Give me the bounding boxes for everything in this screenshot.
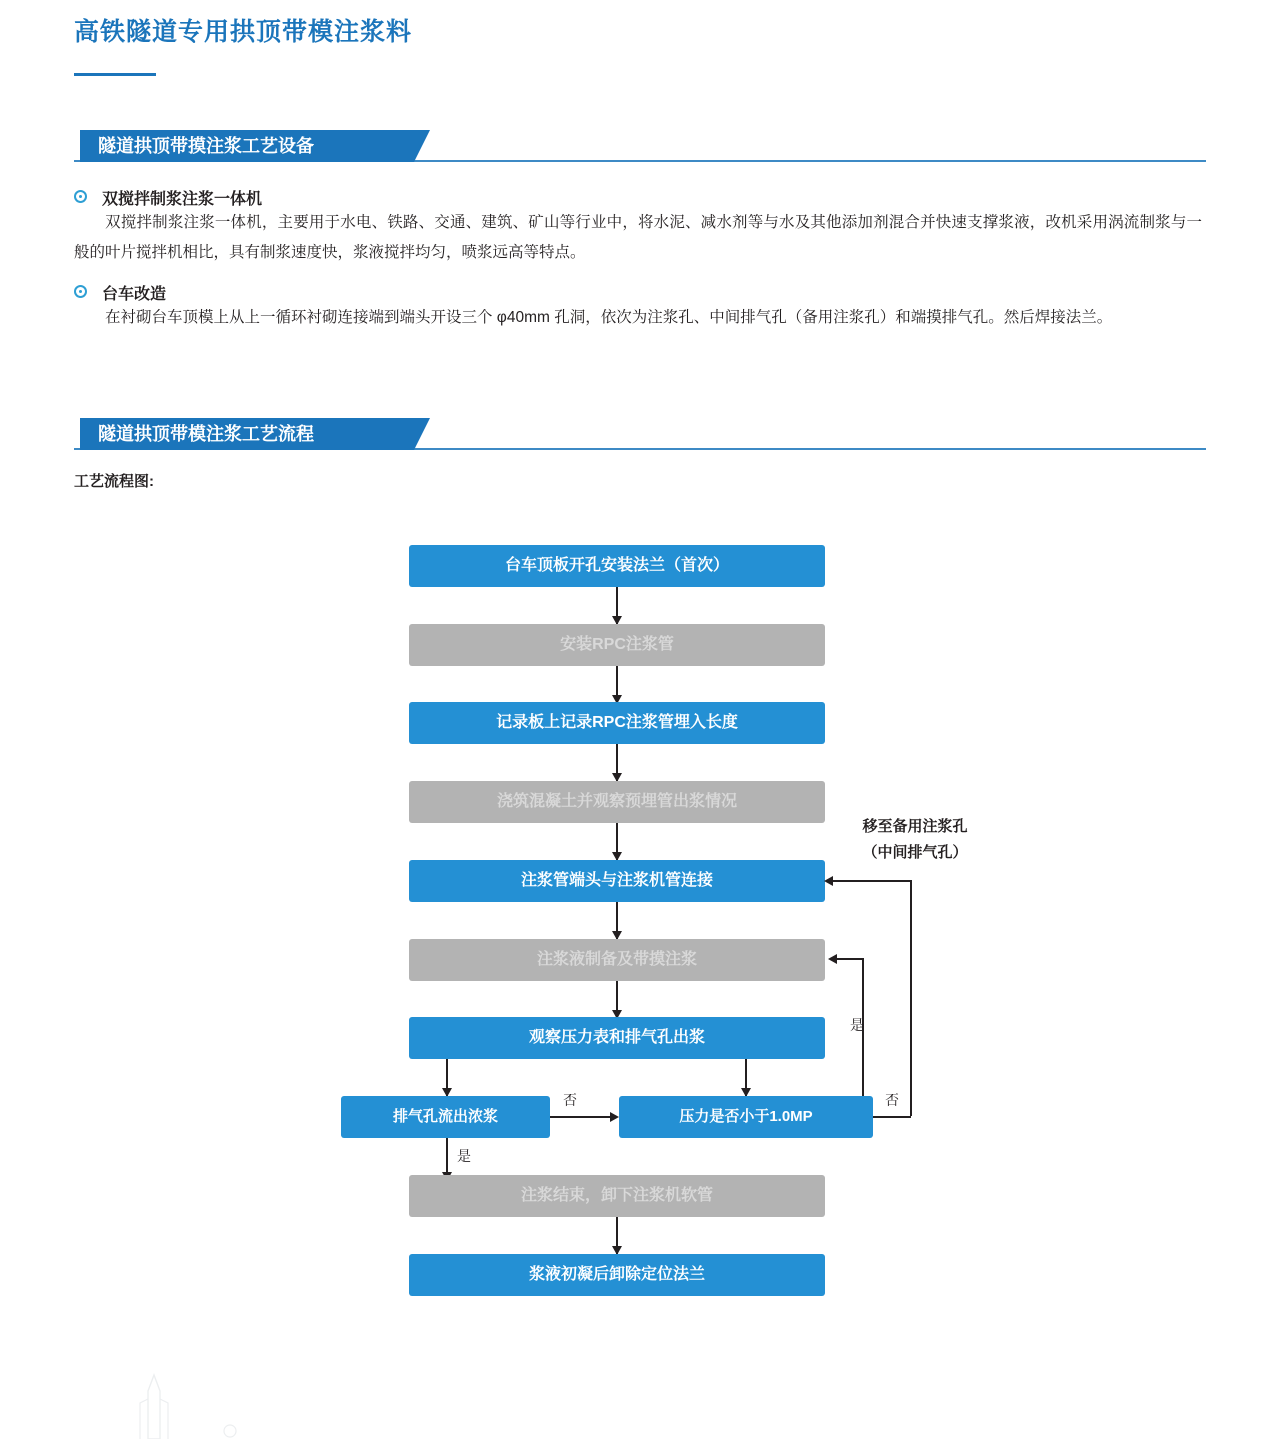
watermark-building-icon — [120, 1369, 320, 1439]
bullet-item-1 — [74, 186, 262, 209]
process-flowchart — [0, 520, 1280, 1320]
paragraph-2 — [74, 303, 1202, 333]
flow-loop-no-bottom — [873, 1116, 911, 1118]
section-divider — [74, 448, 1206, 450]
flow-node-n7: 观察压力表和排气孔出浆 — [409, 1017, 825, 1059]
circle-bullet-icon — [74, 190, 87, 203]
section-title-equipment: 隧道拱顶带摸注浆工艺设备 — [74, 130, 414, 162]
edge-label-no-1: 否 — [563, 1092, 577, 1108]
flow-node-n3: 记录板上记录RPC注浆管埋入长度 — [409, 702, 825, 744]
title-underline — [74, 73, 156, 76]
circle-bullet-icon — [74, 285, 87, 298]
section-title-process: 隧道拱顶带模注浆工艺流程 — [74, 418, 414, 450]
flow-loop-no-top — [832, 880, 911, 882]
bullet-item-2 — [74, 281, 166, 304]
flow-node-n4: 浇筑混凝土并观察预埋管出浆情况 — [409, 781, 825, 823]
flow-node-n1: 台车顶板开孔安装法兰（首次） — [409, 545, 825, 587]
edge-label-no-loop: 否 — [885, 1092, 899, 1108]
flow-arrow-n8-n9 — [550, 1116, 612, 1118]
section-header — [0, 130, 1280, 164]
flow-loop-no-riser — [910, 880, 912, 1116]
flow-loop-yes-horizontal — [836, 958, 864, 960]
bullet-label-1: 双搅拌制浆注浆一体机 — [102, 191, 263, 208]
flow-node-n11: 浆液初凝后卸除定位法兰 — [409, 1254, 825, 1296]
edge-label-yes-end: 是 — [457, 1148, 471, 1164]
paragraph-2-text: 在衬砌台车顶模上从上一循环衬砌连接端到端头开设三个 φ40mm 孔洞，依次为注浆孔、中间排气孔（备用注浆孔）和端摸排气孔。然后焊接法兰。 — [105, 309, 1113, 326]
flow-node-n2: 安装RPC注浆管 — [409, 624, 825, 666]
flow-node-n9: 压力是否小于1.0MP — [619, 1096, 873, 1138]
flow-node-n8: 排气孔流出浓浆 — [341, 1096, 550, 1138]
flow-node-n10: 注浆结束，卸下注浆机软管 — [409, 1175, 825, 1217]
flow-node-n6: 注浆液制备及带摸注浆 — [409, 939, 825, 981]
arrowhead-icon — [824, 876, 833, 886]
paragraph-1 — [74, 208, 1202, 268]
bullet-label-2: 台车改造 — [102, 286, 167, 303]
edge-label-yes-loop: 是 — [850, 1017, 864, 1033]
flow-node-n5: 注浆管端头与注浆机管连接 — [409, 860, 825, 902]
flow-side-note-line1: 移至备用注浆孔 — [862, 818, 968, 835]
section-equipment — [0, 130, 1280, 164]
section-divider — [74, 160, 1206, 162]
section-header — [0, 418, 1280, 452]
arrowhead-icon — [610, 1112, 619, 1122]
section-process — [0, 418, 1280, 452]
paragraph-1-text: 双搅拌制浆注浆一体机，主要用于水电、铁路、交通、建筑、矿山等行业中，将水泥、减水剂等与水及其他添加剂混合并快速支撑浆液，改机采用涡流制浆与一般的叶片搅拌机相比，具有制浆速度快，浆液搅拌均匀，喷浆远高等特点。 — [74, 214, 1202, 261]
flowchart-caption: 工艺流程图: — [74, 473, 154, 490]
page-title: 高铁隧道专用拱顶带模注浆料 — [74, 18, 413, 46]
flow-side-note — [840, 814, 990, 866]
flow-side-note-line2: （中间排气孔） — [862, 844, 968, 861]
arrowhead-icon — [828, 954, 837, 964]
